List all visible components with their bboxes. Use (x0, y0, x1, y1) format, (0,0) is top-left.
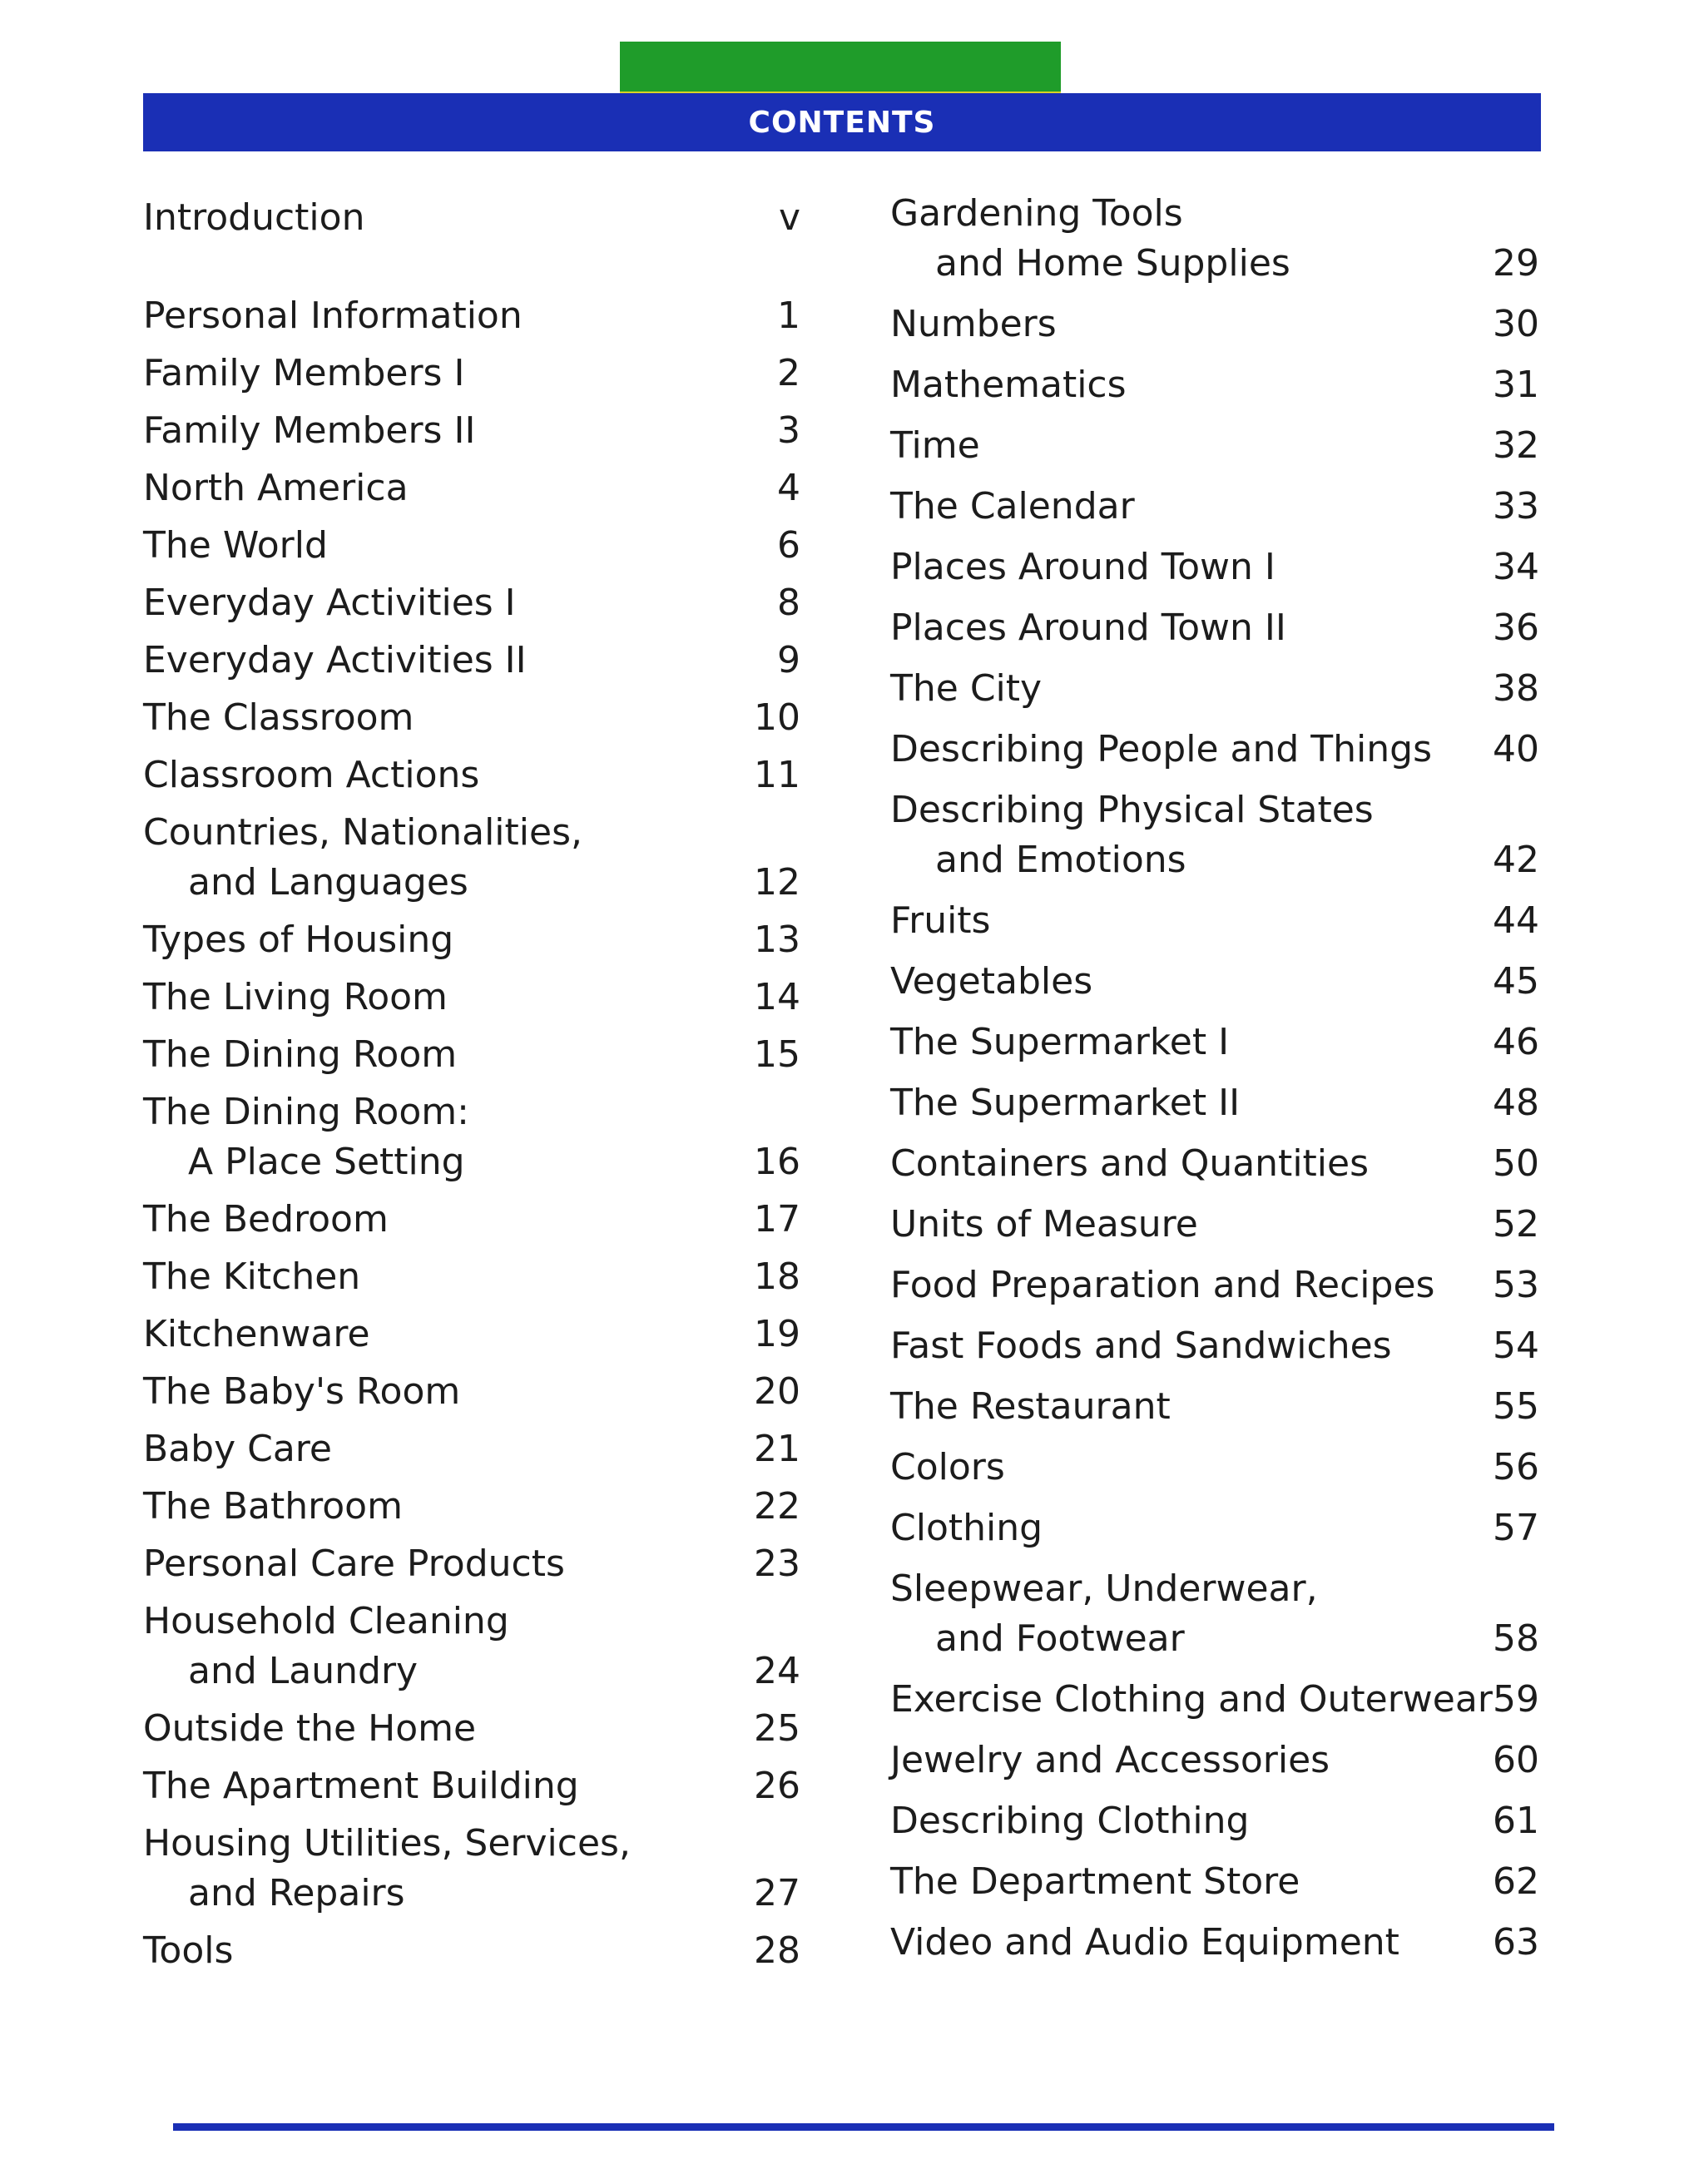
toc-entry (143, 578, 800, 628)
toc-entry-title: The Dining Room: (143, 1091, 469, 1133)
toc-entry (143, 1195, 800, 1245)
toc-entry-page-number: 56 (1493, 1446, 1539, 1488)
toc-entry (890, 482, 1539, 532)
toc-entry-title: Introduction (143, 196, 365, 239)
toc-entry (890, 1736, 1539, 1785)
toc-entry-title: The Apartment Building (143, 1765, 579, 1807)
toc-entry-title: The Department Store (890, 1860, 1300, 1903)
toc-entry-title-continued: and Languages (188, 861, 468, 904)
toc-entry (143, 1424, 800, 1474)
header-green-tab (620, 42, 1061, 97)
toc-entry (890, 1503, 1539, 1553)
page-title: CONTENTS (748, 105, 936, 140)
toc-entry (890, 1200, 1539, 1250)
toc-entry-title: Units of Measure (890, 1203, 1198, 1246)
toc-entry-title: The Restaurant (890, 1385, 1171, 1428)
toc-entry-title: Classroom Actions (143, 754, 480, 796)
toc-entry-page-number: 61 (1493, 1800, 1539, 1842)
toc-entry-title: Vegetables (890, 960, 1093, 1003)
toc-entry-page-number: 6 (777, 524, 800, 567)
toc-entry-page-number: 63 (1493, 1921, 1539, 1964)
toc-entry (143, 463, 800, 513)
toc-entry (143, 1704, 800, 1754)
toc-entry-title-continued: and Repairs (188, 1872, 405, 1914)
toc-entry (890, 1260, 1539, 1310)
toc-entry (890, 300, 1539, 349)
toc-entry-title: North America (143, 467, 409, 509)
toc-entry-title: Family Members II (143, 409, 476, 452)
toc-entry-page-number: 46 (1493, 1021, 1539, 1063)
toc-entry-page-number: 10 (754, 696, 800, 739)
toc-entry (890, 1857, 1539, 1907)
toc-entry (890, 603, 1539, 653)
toc-entry-title: Describing Clothing (890, 1800, 1250, 1842)
toc-entry-title: Describing Physical States (890, 789, 1374, 831)
toc-entry-page-number: 27 (754, 1872, 800, 1914)
toc-entry-title: The Bedroom (143, 1198, 389, 1241)
toc-entry (143, 349, 800, 399)
toc-entry (143, 693, 800, 743)
toc-entry (143, 1087, 800, 1187)
toc-entry-page-number: 17 (754, 1198, 800, 1241)
toc-entry (143, 193, 800, 243)
toc-entry-page-number: 18 (754, 1255, 800, 1298)
toc-entry (890, 1675, 1539, 1725)
toc-entry-title: The Supermarket I (890, 1021, 1230, 1063)
toc-entry-page-number: 16 (754, 1141, 800, 1183)
toc-entry-title: Video and Audio Equipment (890, 1921, 1399, 1964)
toc-entry-page-number: 32 (1493, 424, 1539, 467)
toc-entry-title: Clothing (890, 1507, 1043, 1549)
toc-entry-title: Household Cleaning (143, 1600, 509, 1642)
toc-entry-page-number: 1 (777, 295, 800, 337)
toc-entry (890, 1139, 1539, 1189)
contents-header-bar (143, 93, 1541, 151)
toc-entry-page-number: 44 (1493, 899, 1539, 942)
toc-entry-page-number: 22 (754, 1485, 800, 1528)
toc-entry-title: Exercise Clothing and Outerwear (890, 1678, 1493, 1721)
toc-entry-page-number: 21 (754, 1428, 800, 1470)
toc-entry-title: Tools (143, 1929, 234, 1972)
toc-entry (143, 1252, 800, 1302)
toc-entry (890, 542, 1539, 592)
toc-entry (890, 1564, 1539, 1664)
toc-entry (890, 896, 1539, 946)
toc-entry-page-number: 14 (754, 976, 800, 1018)
toc-entry (143, 636, 800, 686)
toc-entry-title: Family Members I (143, 352, 465, 394)
toc-entry-title: Everyday Activities II (143, 639, 527, 681)
toc-entry (143, 915, 800, 965)
toc-entry-page-number: 30 (1493, 303, 1539, 345)
toc-entry (890, 1018, 1539, 1067)
toc-entry (890, 360, 1539, 410)
toc-entry-title-continued: and Emotions (935, 839, 1186, 881)
toc-entry-title: Everyday Activities I (143, 582, 516, 624)
toc-entry-page-number: 50 (1493, 1142, 1539, 1185)
toc-entry-title: Types of Housing (143, 919, 454, 961)
toc-entry-page-number: 3 (777, 409, 800, 452)
toc-entry (890, 664, 1539, 714)
toc-entry-page-number: 34 (1493, 546, 1539, 588)
footer-rule (173, 2123, 1554, 2131)
toc-entry-title: Baby Care (143, 1428, 332, 1470)
toc-entry-page-number: 31 (1493, 364, 1539, 406)
toc-entry (143, 406, 800, 456)
toc-entry-page-number: 11 (754, 754, 800, 796)
toc-entry-title: Countries, Nationalities, (143, 811, 582, 854)
toc-entry-page-number: 28 (754, 1929, 800, 1972)
toc-entry (143, 973, 800, 1023)
toc-entry-title: The Dining Room (143, 1033, 458, 1076)
toc-entry (890, 189, 1539, 289)
toc-entry-page-number: 57 (1493, 1507, 1539, 1549)
toc-entry-title: Housing Utilities, Services, (143, 1822, 631, 1865)
toc-entry (890, 1918, 1539, 1968)
toc-entry-page-number: 26 (754, 1765, 800, 1807)
toc-entry-page-number: 24 (754, 1650, 800, 1692)
toc-entry-title: Personal Information (143, 295, 523, 337)
toc-entry-page-number: 33 (1493, 485, 1539, 527)
toc-entry (890, 1078, 1539, 1128)
toc-entry (143, 291, 800, 341)
toc-entry-title: Personal Care Products (143, 1543, 565, 1585)
toc-entry-page-number: 25 (754, 1707, 800, 1750)
toc-entry-page-number: 62 (1493, 1860, 1539, 1903)
toc-entry-title: Food Preparation and Recipes (890, 1264, 1435, 1306)
toc-entry-page-number: 53 (1493, 1264, 1539, 1306)
toc-entry-page-number: 52 (1493, 1203, 1539, 1246)
toc-entry-page-number: 58 (1493, 1617, 1539, 1660)
toc-entry-title: The Baby's Room (143, 1370, 461, 1413)
toc-entry (143, 808, 800, 908)
toc-entry-title-continued: A Place Setting (188, 1141, 465, 1183)
toc-entry-page-number: 42 (1493, 839, 1539, 881)
toc-entry-page-number: 60 (1493, 1739, 1539, 1781)
toc-entry-title: The Kitchen (143, 1255, 361, 1298)
toc-entry (143, 750, 800, 800)
toc-entry (890, 785, 1539, 885)
toc-entry (143, 1310, 800, 1359)
toc-entry-title: Time (890, 424, 980, 467)
toc-entry-page-number: 12 (754, 861, 800, 904)
toc-entry (143, 1597, 800, 1696)
toc-entry (890, 421, 1539, 471)
toc-entry-title: Places Around Town I (890, 546, 1276, 588)
toc-entry-title: Colors (890, 1446, 1005, 1488)
toc-entry-title: The World (143, 524, 328, 567)
toc-entry-title: The Classroom (143, 696, 414, 739)
toc-entry-title: Places Around Town II (890, 607, 1286, 649)
toc-entry (890, 725, 1539, 775)
toc-entry-title: Numbers (890, 303, 1057, 345)
toc-entry-page-number: 4 (777, 467, 800, 509)
toc-entry-page-number: 19 (754, 1313, 800, 1355)
toc-entry (890, 1796, 1539, 1846)
toc-entry-title: Outside the Home (143, 1707, 477, 1750)
toc-entry (143, 1819, 800, 1919)
toc-entry-title-continued: and Laundry (188, 1650, 419, 1692)
toc-entry-title: The Bathroom (143, 1485, 403, 1528)
toc-entry (143, 1761, 800, 1811)
toc-entry-page-number: 23 (754, 1543, 800, 1585)
toc-entry-title: Describing People and Things (890, 728, 1432, 770)
toc-entry-page-number: 36 (1493, 607, 1539, 649)
toc-entry-page-number: 55 (1493, 1385, 1539, 1428)
toc-entry-page-number: 59 (1493, 1678, 1539, 1721)
toc-entry (890, 1321, 1539, 1371)
toc-entry-page-number: 40 (1493, 728, 1539, 770)
toc-entry-title-continued: and Footwear (935, 1617, 1185, 1660)
toc-entry (890, 1443, 1539, 1493)
toc-entry-page-number: 20 (754, 1370, 800, 1413)
toc-entry-title: Gardening Tools (890, 192, 1183, 235)
toc-entry-page-number: 13 (754, 919, 800, 961)
toc-entry-page-number: 45 (1493, 960, 1539, 1003)
toc-entry-title: Fruits (890, 899, 991, 942)
toc-entry (143, 521, 800, 571)
toc-entry-page-number: 48 (1493, 1082, 1539, 1124)
toc-entry (143, 1539, 800, 1589)
toc-entry-title: The City (890, 667, 1043, 710)
toc-entry (143, 1030, 800, 1080)
toc-entry-title: Mathematics (890, 364, 1127, 406)
toc-entry-page-number: 38 (1493, 667, 1539, 710)
toc-entry-page-number: 9 (777, 639, 800, 681)
toc-entry-title: Sleepwear, Underwear, (890, 1567, 1318, 1610)
toc-entry-page-number: 54 (1493, 1325, 1539, 1367)
toc-entry (890, 957, 1539, 1007)
toc-entry-page-number: v (778, 196, 800, 239)
toc-entry-page-number: 15 (754, 1033, 800, 1076)
toc-entry (143, 1926, 800, 1976)
toc-entry-page-number: 2 (777, 352, 800, 394)
toc-entry-title: Fast Foods and Sandwiches (890, 1325, 1392, 1367)
toc-entry (890, 1382, 1539, 1432)
toc-entry-page-number: 8 (777, 582, 800, 624)
toc-entry-page-number: 29 (1493, 242, 1539, 285)
toc-entry (143, 1482, 800, 1532)
toc-entry-title: The Living Room (143, 976, 448, 1018)
toc-entry-title-continued: and Home Supplies (935, 242, 1290, 285)
toc-entry-title: Kitchenware (143, 1313, 370, 1355)
toc-entry-title: Jewelry and Accessories (890, 1739, 1330, 1781)
toc-entry (143, 1367, 800, 1417)
toc-entry-title: The Calendar (890, 485, 1135, 527)
toc-entry-title: Containers and Quantities (890, 1142, 1370, 1185)
toc-entry-title: The Supermarket II (890, 1082, 1241, 1124)
